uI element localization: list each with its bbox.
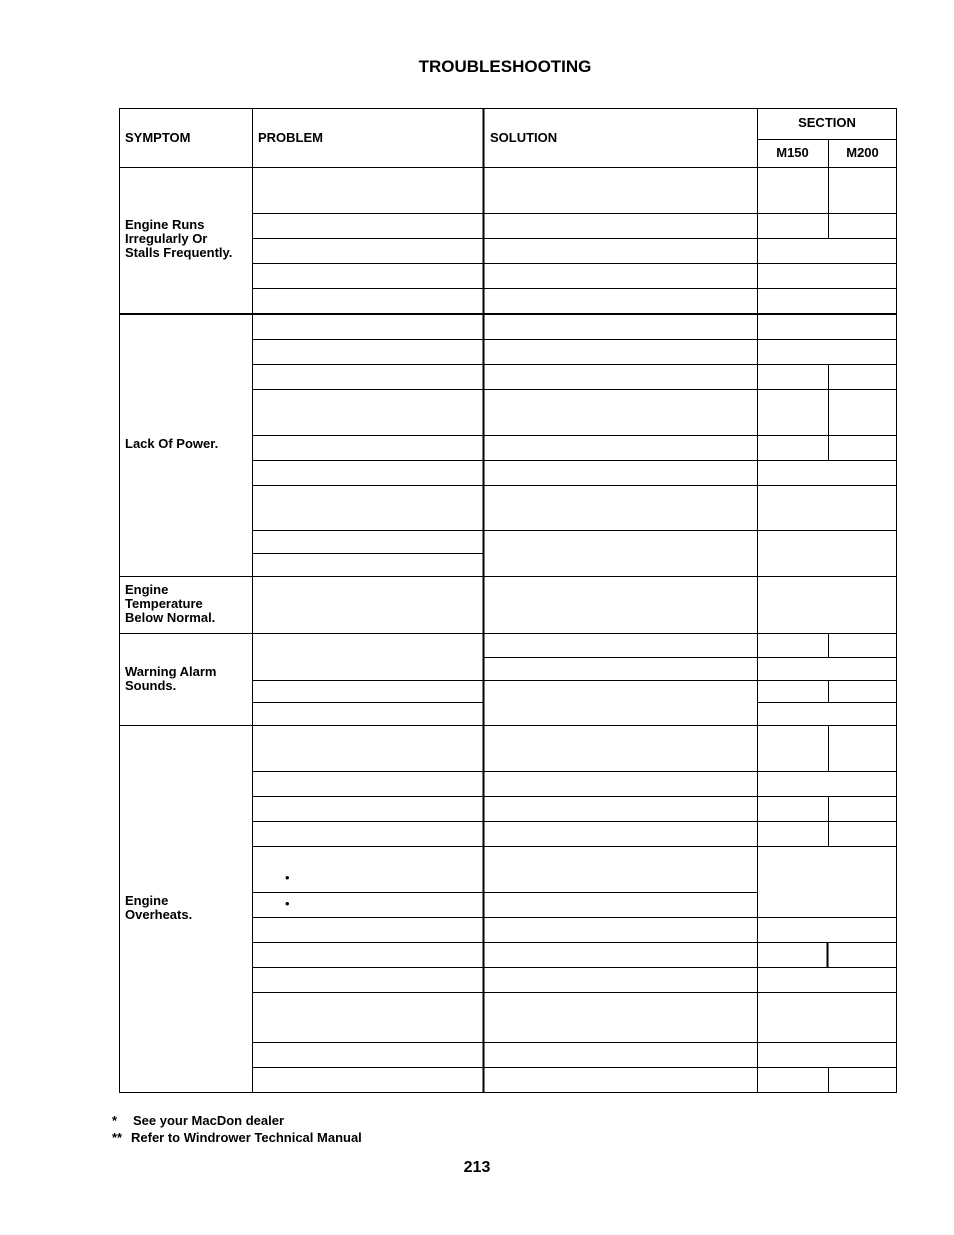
- footnote-text: See your MacDon dealer: [133, 1113, 284, 1128]
- header-m200: M200: [846, 145, 879, 160]
- symptom-warning-alarm: Warning Alarm Sounds.: [125, 664, 217, 693]
- footnote-symbol: *: [112, 1113, 118, 1128]
- header-m150: M150: [776, 145, 809, 160]
- footnote-symbol: **: [112, 1130, 123, 1145]
- bullet-marker: •: [285, 870, 290, 885]
- symptom-engine-runs-irregularly: Engine Runs Irregularly Or Stalls Frequently.: [125, 217, 233, 260]
- page-title: TROUBLESHOOTING: [418, 57, 592, 76]
- header-solution: SOLUTION: [490, 130, 558, 145]
- symptom-engine-overheats: Engine Overheats.: [125, 893, 193, 922]
- page-number: 213: [463, 1159, 491, 1176]
- header-symptom: SYMPTOM: [125, 130, 191, 145]
- footnotes: [112, 1112, 362, 1146]
- footnote: [112, 1129, 362, 1146]
- bullet-marker: •: [285, 896, 290, 911]
- symptom-lack-of-power: Lack Of Power.: [125, 436, 219, 451]
- footnote-text: Refer to Windrower Technical Manual: [131, 1130, 362, 1145]
- symptom-temperature-below-normal: Engine Temperature Below Normal.: [125, 582, 216, 625]
- header-problem: PROBLEM: [258, 130, 323, 145]
- header-section: SECTION: [798, 115, 856, 130]
- footnote: [112, 1112, 362, 1129]
